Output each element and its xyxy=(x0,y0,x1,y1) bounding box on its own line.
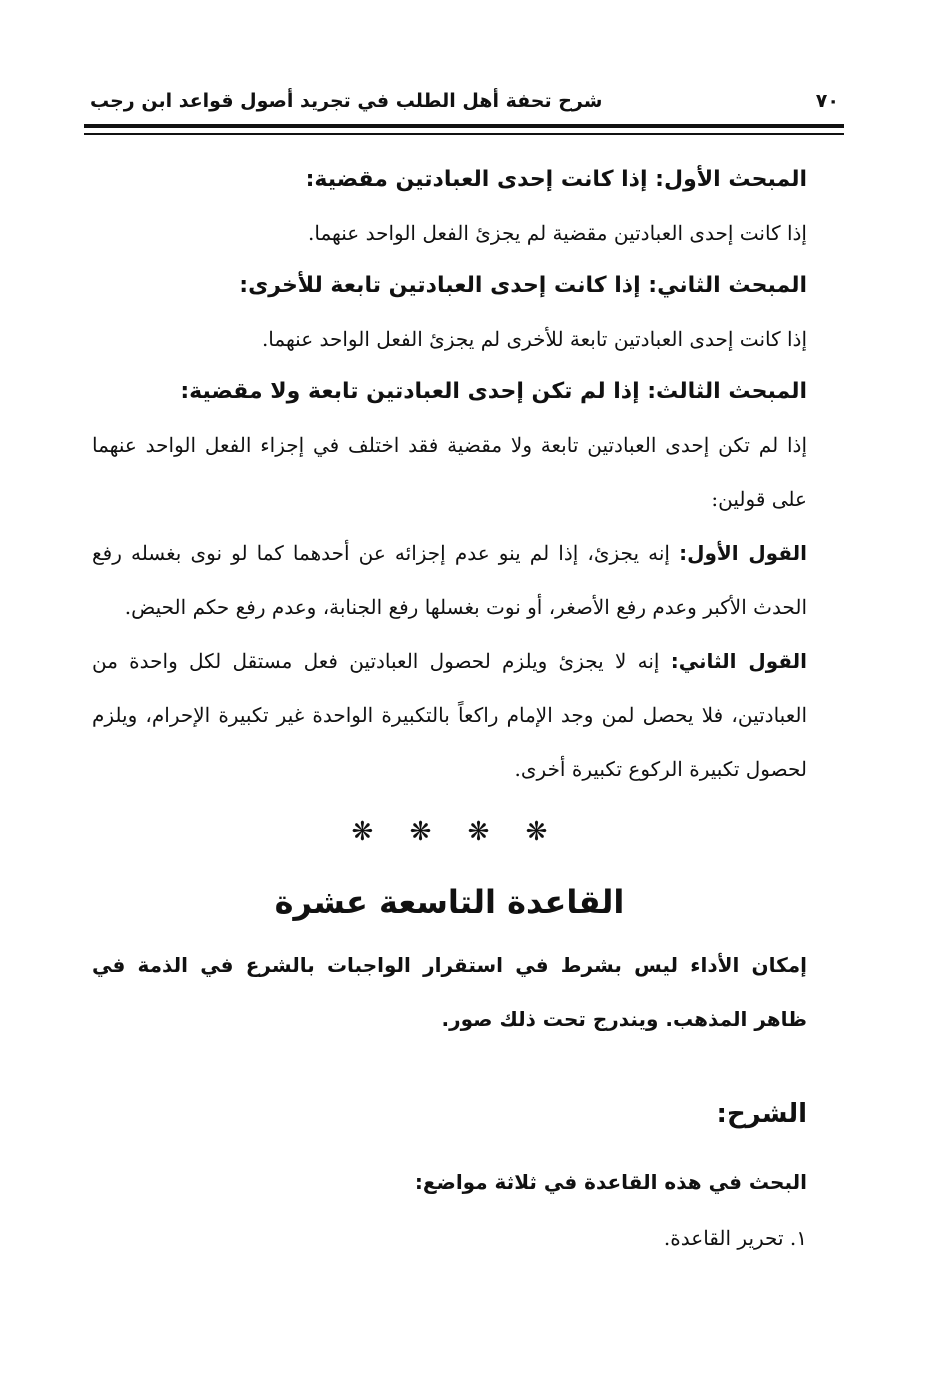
rule-title: القاعدة التاسعة عشرة xyxy=(274,883,625,921)
second-opinion-text: إنه لا يجزئ ويلزم لحصول العبادتين فعل مستقل لكل واحدة من العبادتين، فلا يحصل لمن وجد الإمام راكعاً بالتكبيرة الواحدة غير تكبيرة الإحرام، ويلزم لحصول تكبيرة الركوع تكبيرة أخرى. xyxy=(92,649,807,781)
third-section-heading: المبحث الثالث: إذا لم تكن إحدى العبادتين تابعة ولا مقضية: xyxy=(180,379,807,404)
page-body xyxy=(92,154,807,1266)
first-section-text: إذا كانت إحدى العبادتين مقضية لم يجزئ الفعل الواحد عنهما. xyxy=(308,221,807,245)
first-opinion-text: إنه يجزئ، إذا لم ينو عدم إجزائه عن أحدهما كما لو نوى بغسله رفع الحدث الأكبر وعدم رفع الأصغر، أو نوت بغسلها رفع الجنابة، وعدم رفع حكم الحيض. xyxy=(92,541,807,619)
first-opinion-label: القول الأول: xyxy=(679,541,807,565)
second-section-text: إذا كانت إحدى العبادتين تابعة للأخرى لم يجزئ الفعل الواحد عنهما. xyxy=(261,327,807,351)
commentary-heading: الشرح: xyxy=(716,1099,807,1129)
second-section-heading: المبحث الثاني: إذا كانت إحدى العبادتين تابعة للأخرى: xyxy=(239,273,807,298)
rule-text: إمكان الأداء ليس بشرط في استقرار الواجبات بالشرع في الذمة في ظاهر المذهب. ويندرج تحت ذلك صور. xyxy=(92,953,807,1031)
commentary-list-item: ١. تحرير القاعدة. xyxy=(663,1226,807,1250)
first-opinion xyxy=(92,526,807,634)
header-rule-thick xyxy=(84,124,844,128)
page-number: ٧٠ xyxy=(815,90,839,112)
header-rule-thin xyxy=(84,133,844,135)
commentary-intro: البحث في هذه القاعدة في ثلاثة مواضع: xyxy=(414,1170,807,1194)
first-section-heading: المبحث الأول: إذا كانت إحدى العبادتين مقضية: xyxy=(305,167,807,192)
second-opinion-label: القول الثاني: xyxy=(670,649,807,673)
section-separator: ❋ ❋ ❋ ❋ xyxy=(351,817,548,847)
second-opinion xyxy=(92,634,807,796)
running-title: شرح تحفة أهل الطلب في تجريد أصول قواعد ابن رجب xyxy=(90,90,603,112)
page-header xyxy=(90,86,839,118)
third-section-text: إذا لم تكن إحدى العبادتين تابعة ولا مقضية فقد اختلف في إجزاء الفعل الواحد عنهما على قولين: xyxy=(92,433,807,511)
